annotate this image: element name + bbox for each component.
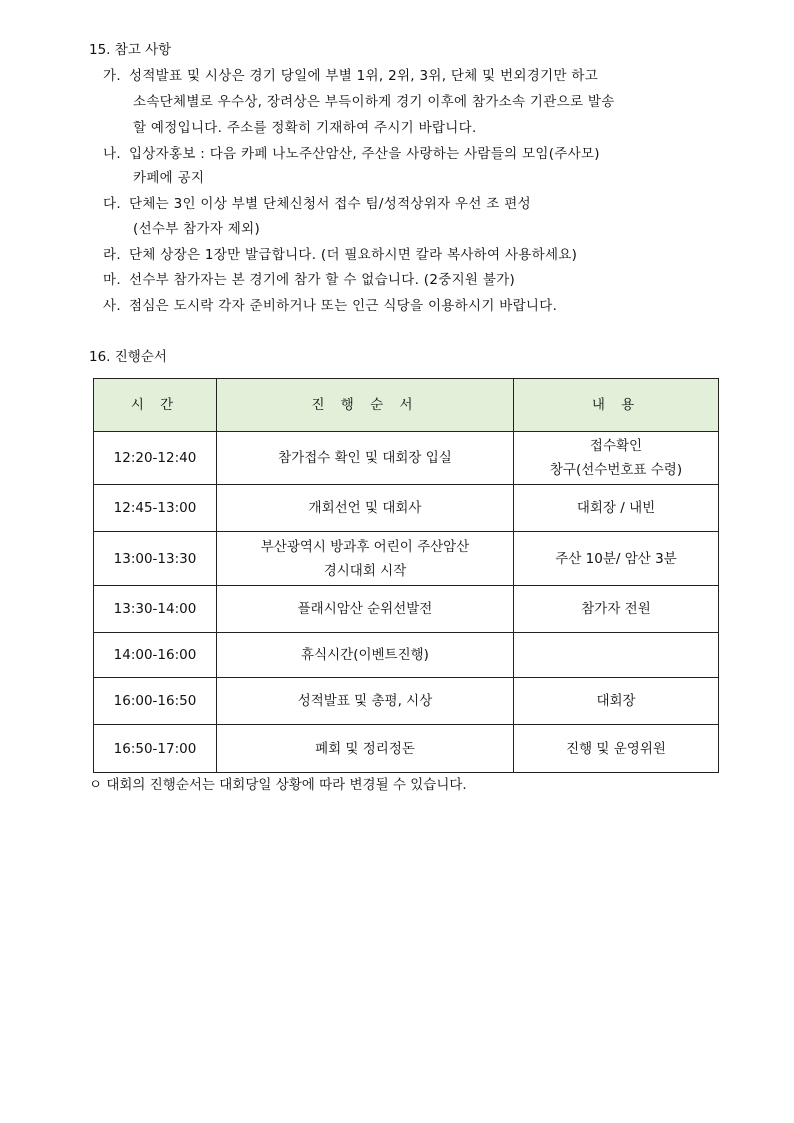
item-text: 단체 상장은 1장만 발급합니다. (더 필요하시면 칼라 복사하여 사용하세요) <box>129 247 578 263</box>
item-continuation: 카페에 공지 <box>133 170 205 186</box>
time-cell: 13:30-14:00 <box>94 586 217 633</box>
content-line: 접수확인 <box>589 438 643 454</box>
item-marker: 나. <box>103 146 121 162</box>
table-header-row <box>94 379 719 432</box>
content-cell: 주산 10분/ 암산 3분 <box>514 532 719 586</box>
note-item-na <box>103 142 723 162</box>
table-row <box>94 725 719 773</box>
content-cell: 진행 및 운영위원 <box>514 725 719 773</box>
note-item-ga <box>103 64 723 84</box>
time-cell: 13:00-13:30 <box>94 532 217 586</box>
content-line: 창구(선수번호표 수령) <box>549 462 683 478</box>
item-marker: 라. <box>103 247 121 263</box>
program-line: 경시대회 시작 <box>323 562 407 579</box>
section-15-title: 15. 참고 사항 <box>89 42 172 58</box>
table-row <box>94 678 719 725</box>
program-line: 부산광역시 방과후 어린이 주산암산 <box>260 538 470 555</box>
program-cell: 개회선언 및 대회사 <box>217 485 514 532</box>
schedule-table <box>93 378 719 773</box>
header-content: 내 용 <box>514 379 719 432</box>
item-marker: 마. <box>103 272 121 288</box>
table-row <box>94 633 719 678</box>
item-marker: 사. <box>103 298 121 314</box>
time-cell: 12:45-13:00 <box>94 485 217 532</box>
program-cell <box>217 532 514 586</box>
table-row <box>94 586 719 633</box>
item-text: 선수부 참가자는 본 경기에 참가 할 수 없습니다. (2중지원 불가) <box>129 272 516 288</box>
content-cell <box>514 633 719 678</box>
program-cell: 플래시암산 순위선발전 <box>217 586 514 633</box>
time-cell: 14:00-16:00 <box>94 633 217 678</box>
table-row <box>94 432 719 485</box>
content-cell: 대회장 / 내빈 <box>514 485 719 532</box>
header-program: 진 행 순 서 <box>217 379 514 432</box>
program-cell: 참가접수 확인 및 대회장 입실 <box>217 432 514 485</box>
item-continuation: 소속단체별로 우수상, 장려상은 부득이하게 경기 이후에 참가소속 기관으로 발송 <box>133 94 615 110</box>
content-cell: 대회장 <box>514 678 719 725</box>
content-cell <box>514 432 719 485</box>
table-row <box>94 532 719 586</box>
item-text: 단체는 3인 이상 부별 단체신청서 접수 팀/성적상위자 우선 조 편성 <box>129 196 531 212</box>
note-item-ra <box>103 243 723 263</box>
program-cell: 폐회 및 정리정돈 <box>217 725 514 773</box>
note-item-ma <box>103 268 723 288</box>
note-item-sa <box>103 294 723 314</box>
item-continuation: (선수부 참가자 제외) <box>133 221 261 237</box>
header-time: 시 간 <box>94 379 217 432</box>
time-cell: 16:00-16:50 <box>94 678 217 725</box>
item-marker: 다. <box>103 196 121 212</box>
item-text: 성적발표 및 시상은 경기 당일에 부별 1위, 2위, 3위, 단체 및 번외경기만 하고 <box>129 68 599 84</box>
note-item-da <box>103 192 723 212</box>
content-cell: 참가자 전원 <box>514 586 719 633</box>
item-continuation: 할 예정입니다. 주소를 정확히 기재하여 주시기 바랍니다. <box>133 120 477 136</box>
time-cell: 16:50-17:00 <box>94 725 217 773</box>
item-text: 점심은 도시락 각자 준비하거나 또는 인근 식당을 이용하시기 바랍니다. <box>129 298 558 314</box>
table-row <box>94 485 719 532</box>
item-text: 입상자홍보 : 다음 카페 나노주산암산, 주산을 사랑하는 사람들의 모임(주사모) <box>129 146 600 162</box>
time-cell: 12:20-12:40 <box>94 432 217 485</box>
section-16-title: 16. 진행순서 <box>89 349 167 365</box>
program-cell: 성적발표 및 총평, 시상 <box>217 678 514 725</box>
program-cell: 휴식시간(이벤트진행) <box>217 633 514 678</box>
schedule-note: ㅇ 대회의 진행순서는 대회당일 상황에 따라 변경될 수 있습니다. <box>89 777 467 793</box>
item-marker: 가. <box>103 68 121 84</box>
